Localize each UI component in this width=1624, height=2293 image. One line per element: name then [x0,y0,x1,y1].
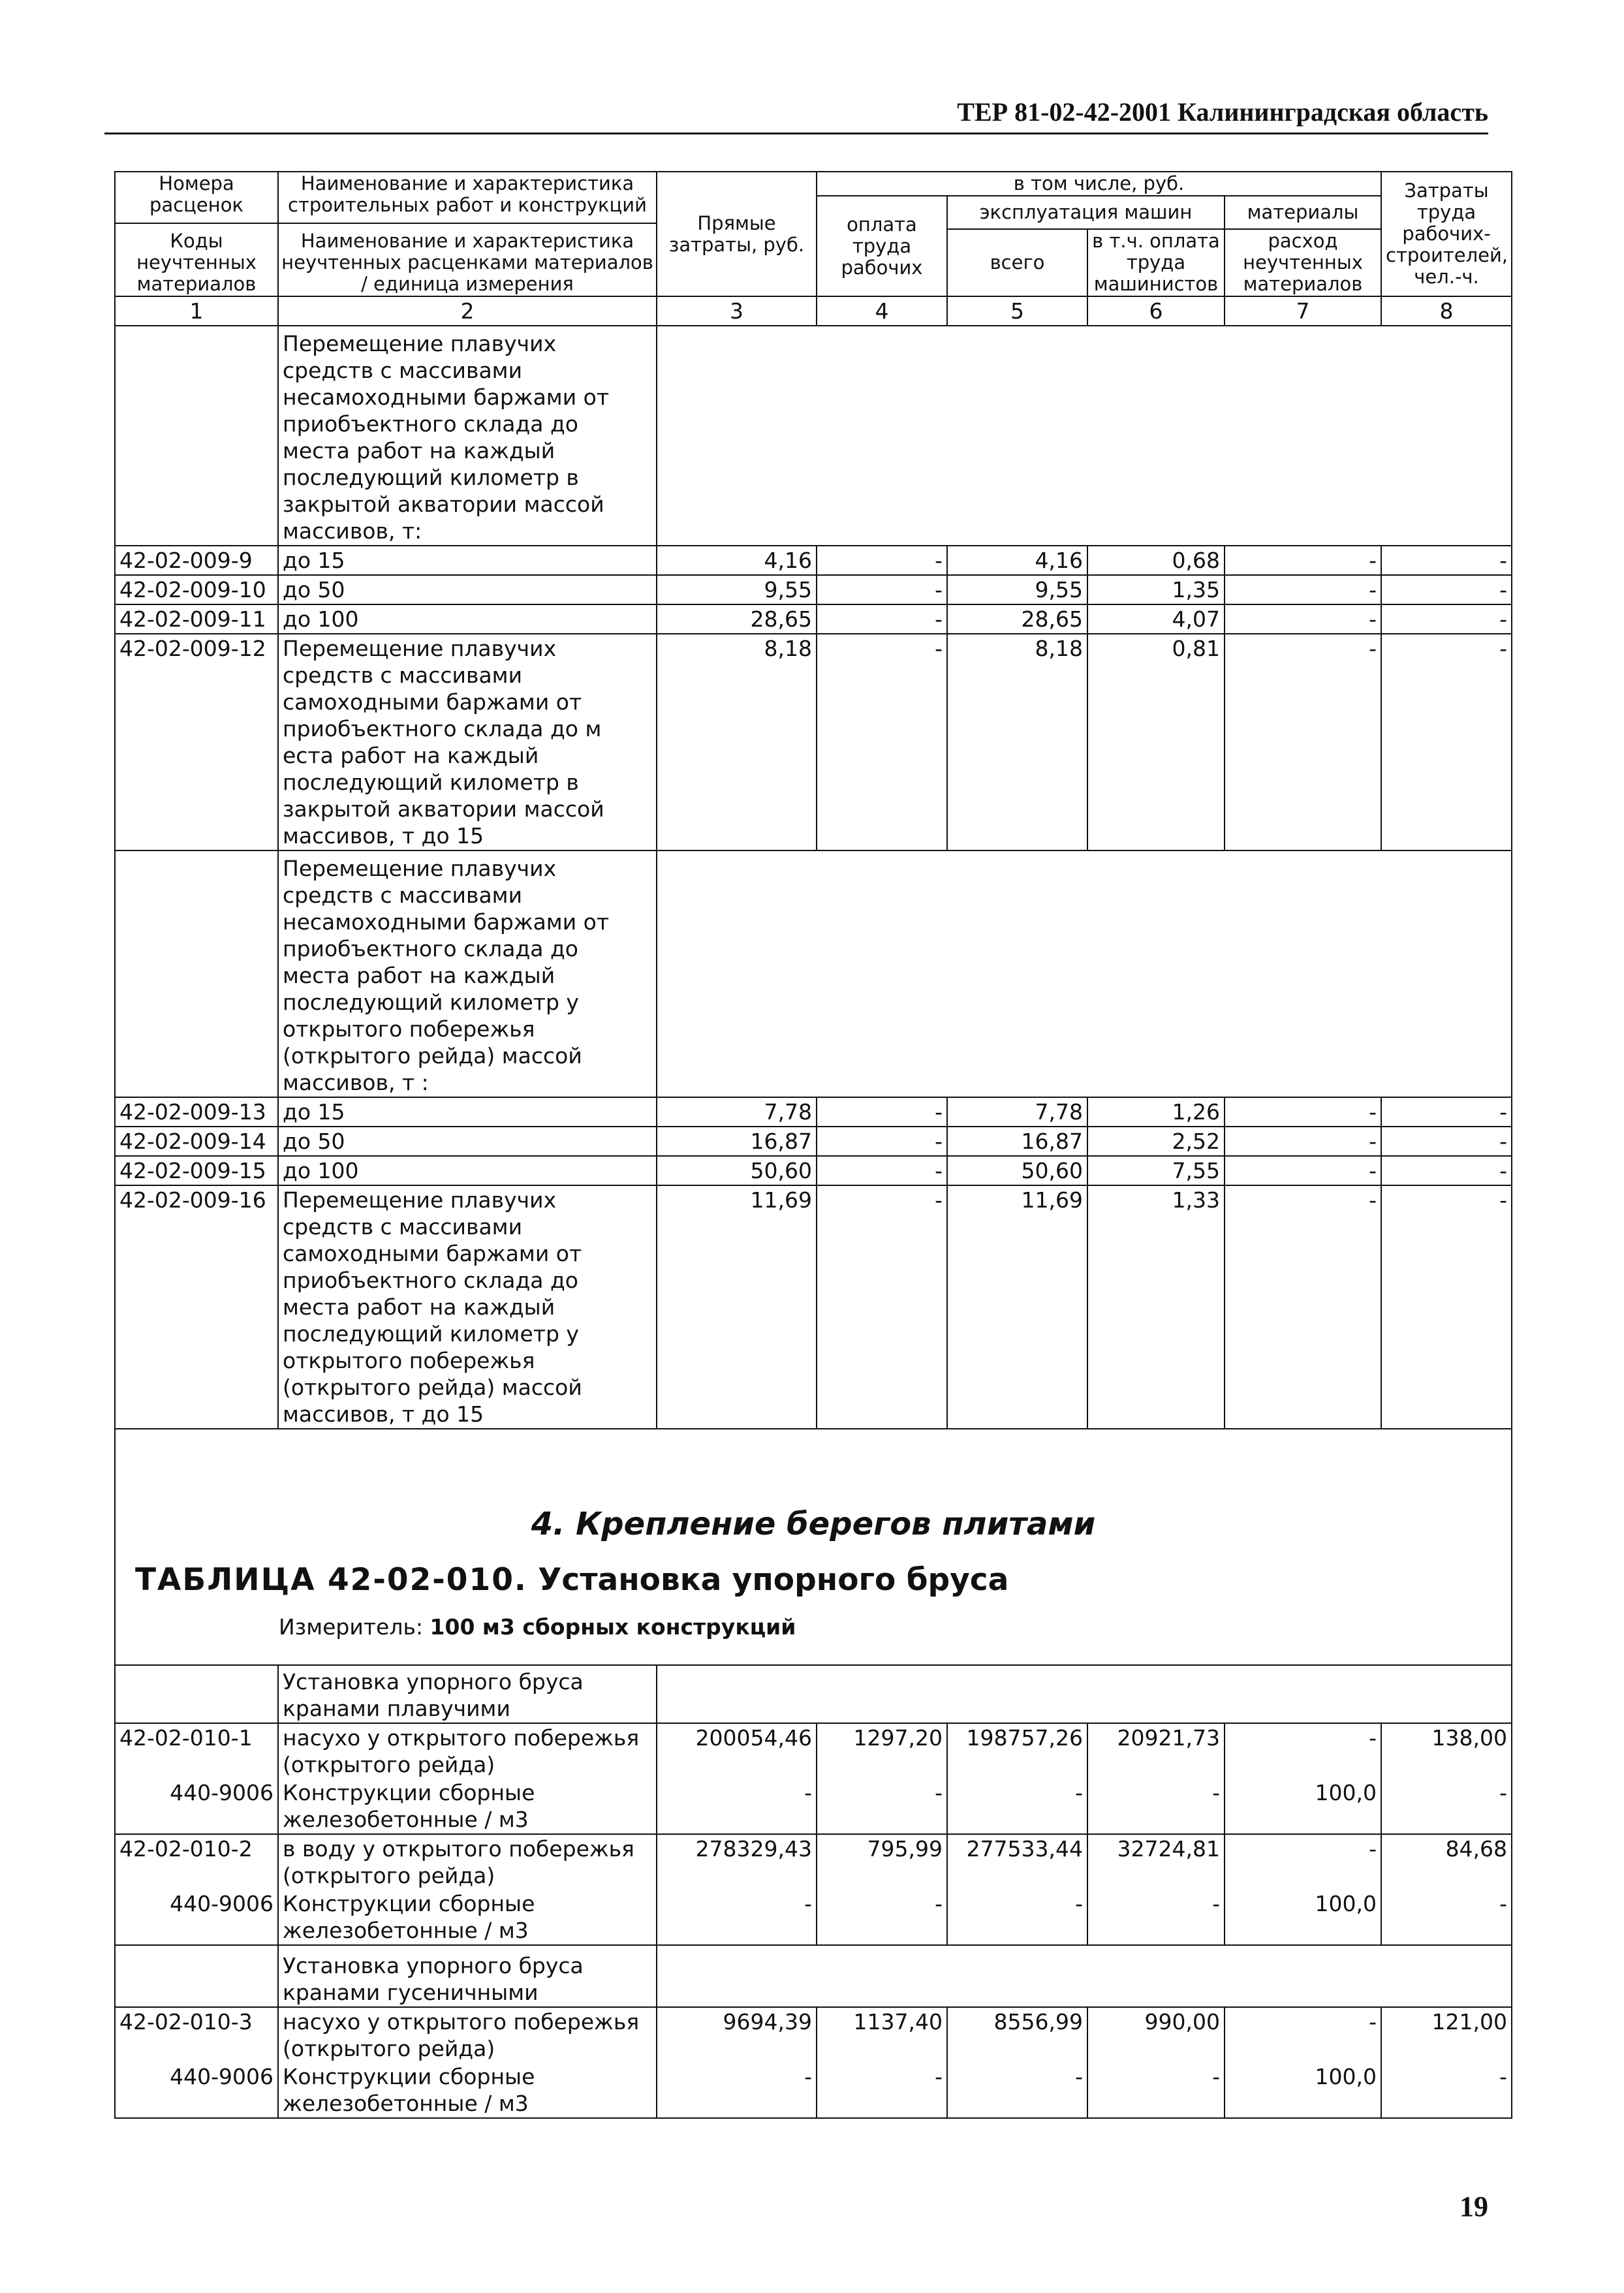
material-row [115,1779,1512,1834]
labor-pay: - [817,1779,947,1834]
measure-label: Измеритель: [279,1614,424,1640]
rate-name: до 50 [278,1127,657,1156]
materials-consumption: - [1225,1097,1381,1127]
machinists-pay: - [1087,1779,1225,1834]
direct-costs: 7,78 [657,1097,817,1127]
labor-hours: - [1381,634,1512,850]
rate-code: 42-02-010-1 [115,1723,278,1779]
labor-hours: 121,00 [1381,2007,1512,2063]
machinists-pay: 7,55 [1087,1156,1225,1185]
rate-code: 42-02-009-10 [115,575,278,604]
table-row [115,575,1512,604]
labor-pay: - [817,1185,947,1429]
table-row [115,634,1512,850]
materials-consumption: - [1225,1156,1381,1185]
group-description: Перемещение плавучих средств с массивами несамоходными баржами от приобъектного склада до места работ на каждый последующий километр у открытого побережья (открытого рейда) массой массивов, т : [278,850,657,1097]
machines-total: - [947,1779,1087,1834]
labor-hours: - [1381,2063,1512,2118]
rate-name: до 50 [278,575,657,604]
material-code: 440-9006 [115,1890,278,1945]
labor-hours: 138,00 [1381,1723,1512,1779]
col-1-header [115,172,278,296]
machines-total: - [947,1890,1087,1945]
machinists-pay: 2,52 [1087,1127,1225,1156]
empty-cell [115,1665,278,1723]
direct-costs: 11,69 [657,1185,817,1429]
table-row [115,1156,1512,1185]
materials-header: материалы [1225,196,1381,229]
empty-cell [657,1665,1512,1723]
machines-total: 4,16 [947,546,1087,575]
material-name: Конструкции сборные железобетонные / м3 [278,1779,657,1834]
measure-value: 100 м3 сборных конструкций [429,1614,796,1640]
group-row [115,850,1512,1097]
materials-consumption: - [1225,1185,1381,1429]
labor-hours: - [1381,1156,1512,1185]
machinists-pay: 20921,73 [1087,1723,1225,1779]
table-name: Установка упорного бруса [538,1562,1009,1598]
table-row [115,604,1512,634]
labor-pay: - [817,634,947,850]
materials-consumption: 100,0 [1225,2063,1381,2118]
group-description: Установка упорного бруса кранами плавучими [278,1665,657,1723]
col-2-bottom: Наименование и характеристика неучтенных расценками материалов / единица измерения [279,223,656,295]
col-number: 5 [947,296,1087,326]
machinists-pay: - [1087,2063,1225,2118]
labor-hours: - [1381,1890,1512,1945]
header-row [115,172,1512,196]
col-2-header [278,172,657,296]
direct-costs: 50,60 [657,1156,817,1185]
col-6-header: в т.ч. оплата труда машинистов [1087,229,1225,296]
empty-cell [657,1945,1512,2007]
section-block [115,1429,1512,1665]
direct-costs: - [657,1779,817,1834]
material-row [115,1890,1512,1945]
machines-total: 9,55 [947,575,1087,604]
direct-costs: - [657,1890,817,1945]
direct-costs: 8,18 [657,634,817,850]
rate-code: 42-02-009-9 [115,546,278,575]
page-number: 19 [1460,2191,1488,2223]
material-name: Конструкции сборные железобетонные / м3 [278,2063,657,2118]
rate-code: 42-02-009-12 [115,634,278,850]
col-1-bottom: Коды неучтенных материалов [116,223,277,295]
empty-cell [115,850,278,1097]
machines-total: 277533,44 [947,1834,1087,1890]
rate-name: до 15 [278,1097,657,1127]
direct-costs: 9,55 [657,575,817,604]
empty-cell [657,326,1512,546]
col-number: 6 [1087,296,1225,326]
materials-consumption: 100,0 [1225,1890,1381,1945]
direct-costs: 200054,46 [657,1723,817,1779]
rate-name: в воду у открытого побережья (открытого рейда) [278,1834,657,1890]
material-code: 440-9006 [115,1779,278,1834]
machinists-pay: 32724,81 [1087,1834,1225,1890]
labor-pay: - [817,2063,947,2118]
machines-total: 198757,26 [947,1723,1087,1779]
table-row [115,1127,1512,1156]
table-row [115,1185,1512,1429]
machinists-pay: 1,33 [1087,1185,1225,1429]
col-number: 2 [278,296,657,326]
labor-pay: - [817,1890,947,1945]
section-row [115,1429,1512,1665]
material-code: 440-9006 [115,2063,278,2118]
labor-hours: - [1381,1185,1512,1429]
direct-costs: 4,16 [657,546,817,575]
materials-consumption: 100,0 [1225,1779,1381,1834]
direct-costs: 16,87 [657,1127,817,1156]
materials-consumption: - [1225,1834,1381,1890]
machinists-pay: 0,68 [1087,546,1225,575]
column-numbers-row [115,296,1512,326]
material-name: Конструкции сборные железобетонные / м3 [278,1890,657,1945]
col-2-top: Наименование и характеристика строительных работ и конструкций [288,172,647,216]
labor-pay: - [817,575,947,604]
machinists-pay: 1,26 [1087,1097,1225,1127]
materials-consumption: - [1225,575,1381,604]
rates-table [114,171,1512,2119]
labor-hours: - [1381,1127,1512,1156]
col-3-header: Прямые затраты, руб. [657,172,817,296]
labor-hours: - [1381,575,1512,604]
col-number: 4 [817,296,947,326]
rate-name: до 100 [278,1156,657,1185]
machinists-pay: - [1087,1890,1225,1945]
rate-name: Перемещение плавучих средств с массивами самоходными баржами от приобъектного склада до м еста работ на каждый последующий километр в закрытой акватории массой массивов, т до 15 [278,634,657,850]
table-title [135,1562,1009,1598]
empty-cell [657,850,1512,1097]
rate-name: насухо у открытого побережья (открытого рейда) [278,1723,657,1779]
machinists-pay: 990,00 [1087,2007,1225,2063]
col-1-top: Номера расценок [149,172,243,216]
labor-pay: - [817,1127,947,1156]
table-row [115,2007,1512,2063]
labor-pay: - [817,1097,947,1127]
labor-pay: - [817,604,947,634]
rate-name: насухо у открытого побережья (открытого рейда) [278,2007,657,2063]
rate-code: 42-02-010-2 [115,1834,278,1890]
labor-hours: - [1381,546,1512,575]
machines-total: 8,18 [947,634,1087,850]
materials-consumption: - [1225,634,1381,850]
table-row [115,1723,1512,1779]
rate-name: до 100 [278,604,657,634]
table-row [115,1097,1512,1127]
labor-pay: 795,99 [817,1834,947,1890]
material-row [115,2063,1512,2118]
section-title: 4. Крепление берегов плитами [531,1506,1096,1542]
rate-code: 42-02-009-13 [115,1097,278,1127]
table-row [115,546,1512,575]
direct-costs: - [657,2063,817,2118]
group-row [115,1665,1512,1723]
col-number: 1 [115,296,278,326]
measure [279,1614,796,1640]
direct-costs: 28,65 [657,604,817,634]
table-row [115,1834,1512,1890]
group-description: Перемещение плавучих средств с массивами несамоходными баржами от приобъектного склада до места работ на каждый последующий километр в закрытой акватории массой массивов, т: [278,326,657,546]
materials-consumption: - [1225,1723,1381,1779]
rate-code: 42-02-009-14 [115,1127,278,1156]
rate-code: 42-02-009-15 [115,1156,278,1185]
machines-total: 28,65 [947,604,1087,634]
labor-pay: 1137,40 [817,2007,947,2063]
machinists-pay: 0,81 [1087,634,1225,850]
labor-hours: 84,68 [1381,1834,1512,1890]
group-description: Установка упорного бруса кранами гусеничными [278,1945,657,2007]
labor-hours: - [1381,1097,1512,1127]
materials-consumption: - [1225,2007,1381,2063]
materials-consumption: - [1225,1127,1381,1156]
col-7-header: расход неучтенных материалов [1225,229,1381,296]
labor-hours: - [1381,1779,1512,1834]
group-row [115,326,1512,546]
document-header: ТЕР 81-02-42-2001 Калининградская область [104,97,1488,134]
rate-name: до 15 [278,546,657,575]
col-number: 7 [1225,296,1381,326]
machines-total: 8556,99 [947,2007,1087,2063]
direct-costs: 9694,39 [657,2007,817,2063]
rate-name: Перемещение плавучих средств с массивами самоходными баржами от приобъектного склада до места работ на каждый последующий километр у открытого побережья (открытого рейда) массой массивов, т до 15 [278,1185,657,1429]
empty-cell [115,1945,278,2007]
col-number: 3 [657,296,817,326]
col-8-header: Затраты труда рабочих-строителей, чел.-ч. [1381,172,1512,296]
labor-pay: - [817,546,947,575]
col-number: 8 [1381,296,1512,326]
machines-header: эксплуатация машин [947,196,1225,229]
rate-code: 42-02-009-16 [115,1185,278,1429]
machinists-pay: 1,35 [1087,575,1225,604]
table-label: ТАБЛИЦА 42-02-010. [135,1562,527,1598]
machinists-pay: 4,07 [1087,604,1225,634]
machines-total: 50,60 [947,1156,1087,1185]
direct-costs: 278329,43 [657,1834,817,1890]
labor-hours: - [1381,604,1512,634]
col-4-header: оплата труда рабочих [817,196,947,296]
group-header: в том числе, руб. [817,172,1381,196]
machines-total: 11,69 [947,1185,1087,1429]
machines-total: - [947,2063,1087,2118]
materials-consumption: - [1225,546,1381,575]
machines-total: 16,87 [947,1127,1087,1156]
rate-code: 42-02-010-3 [115,2007,278,2063]
labor-pay: - [817,1156,947,1185]
materials-consumption: - [1225,604,1381,634]
col-5-header: всего [947,229,1087,296]
empty-cell [115,326,278,546]
rate-code: 42-02-009-11 [115,604,278,634]
labor-pay: 1297,20 [817,1723,947,1779]
machines-total: 7,78 [947,1097,1087,1127]
group-row [115,1945,1512,2007]
